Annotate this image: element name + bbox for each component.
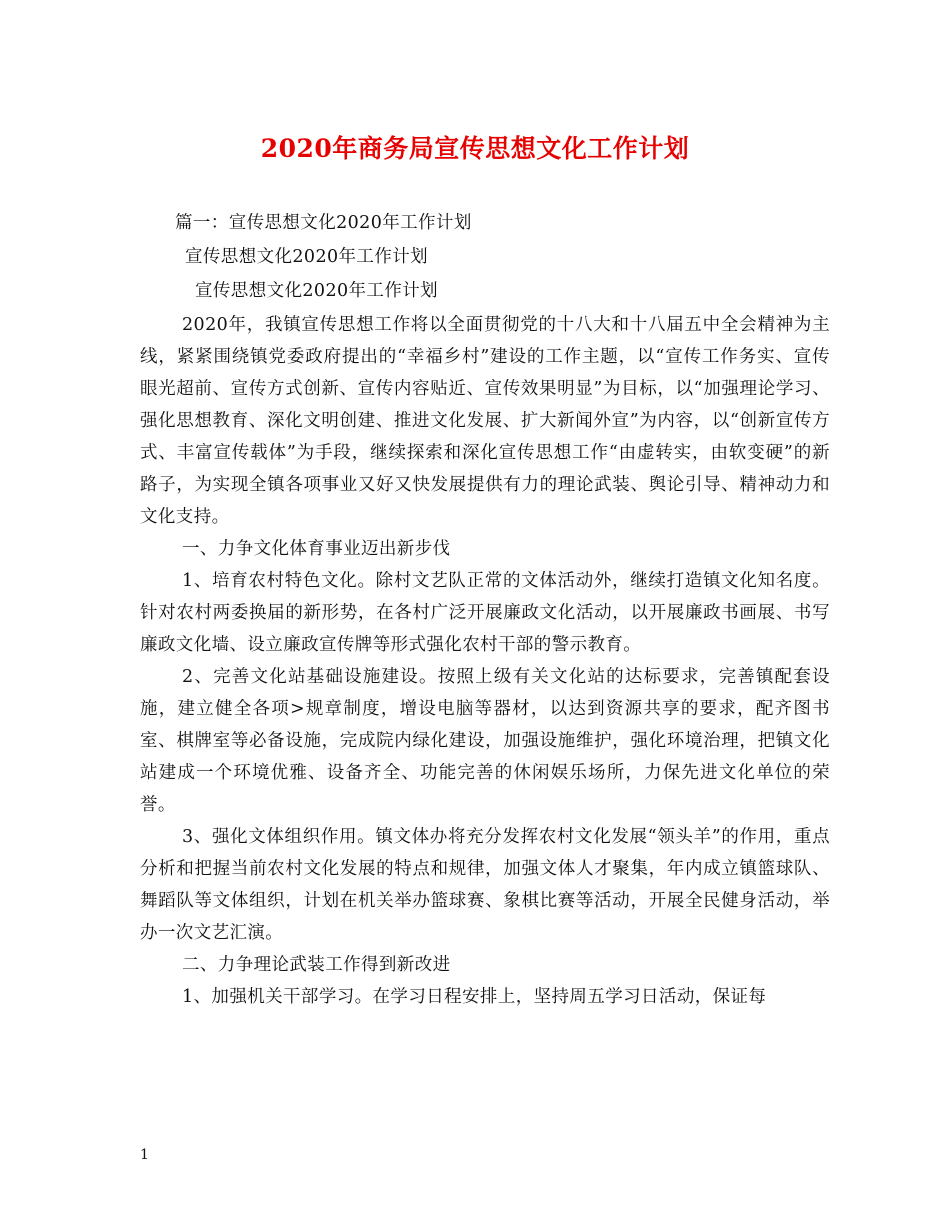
paragraph-intro: 2020年，我镇宣传思想工作将以全面贯彻党的十八大和十八届五中全会精神为主线，紧紧围绕镇党委政府提出的“幸福乡村”建设的工作主题，以“宣传工作务实、宣传眼光超前、宣传方式创新、宣传内容贴近、宣传效果明显”为目标，以“加强理论学习、强化思想教育、深化文明创建、推进文化发展、扩大新闻外宣”为内容，以“创新宣传方式、丰富宣传载体”为手段，继续探索和深化宣传思想工作“由虚转实，由软变硬”的新路子，为实现全镇各项事业又好又快发展提供有力的理论武装、舆论引导、精神动力和文化支持。 xyxy=(140,315,830,527)
paragraph-1-1: 1、培育农村特色文化。除村文艺队正常的文体活动外，继续打造镇文化知名度。针对农村两委换届的新形势，在各村广泛开展廉政文化活动，以开展廉政书画展、书写廉政文化墙、设立廉政宣传牌等形式强化农村干部的警示教育。 xyxy=(140,571,830,655)
paragraph-1-3: 3、强化文体组织作用。镇文体办将充分发挥农村文化发展“领头羊”的作用，重点分析和把握当前农村文化发展的特点和规律，加强文体人才聚集，年内成立镇篮球队、舞蹈队等文体组织，计划在机关举办篮球赛、象棋比赛等活动，开展全民健身活动，举办一次文艺汇演。 xyxy=(140,827,830,943)
paragraph-1-2: 2、完善文化站基础设施建设。按照上级有关文化站的达标要求，完善镇配套设施，建立健全各项>规章制度，增设电脑等器材，以达到资源共享的要求，配齐图书室、棋牌室等必备设施，完成院内绿化建设，加强设施维护，强化环境治理，把镇文化站建成一个环境优雅、设备齐全、功能完善的休闲娱乐场所，力保先进文化单位的荣誉。 xyxy=(140,667,830,815)
page-number: 1 xyxy=(140,1147,149,1163)
document-title: 2020年商务局宣传思想文化工作计划 xyxy=(260,134,690,163)
paragraph-2-1: 1、加强机关干部学习。在学习日程安排上，坚持周五学习日活动，保证每 xyxy=(182,987,767,1007)
section-heading: 篇一：宣传思想文化2020年工作计划 xyxy=(175,213,472,233)
heading-section-2: 二、力争理论武装工作得到新改进 xyxy=(182,955,451,975)
heading-section-1: 一、力争文化体育事业迈出新步伐 xyxy=(182,539,451,559)
subtitle-2: 宣传思想文化2020年工作计划 xyxy=(195,281,439,301)
document-body xyxy=(140,309,830,1013)
subtitle-1: 宣传思想文化2020年工作计划 xyxy=(185,247,429,267)
